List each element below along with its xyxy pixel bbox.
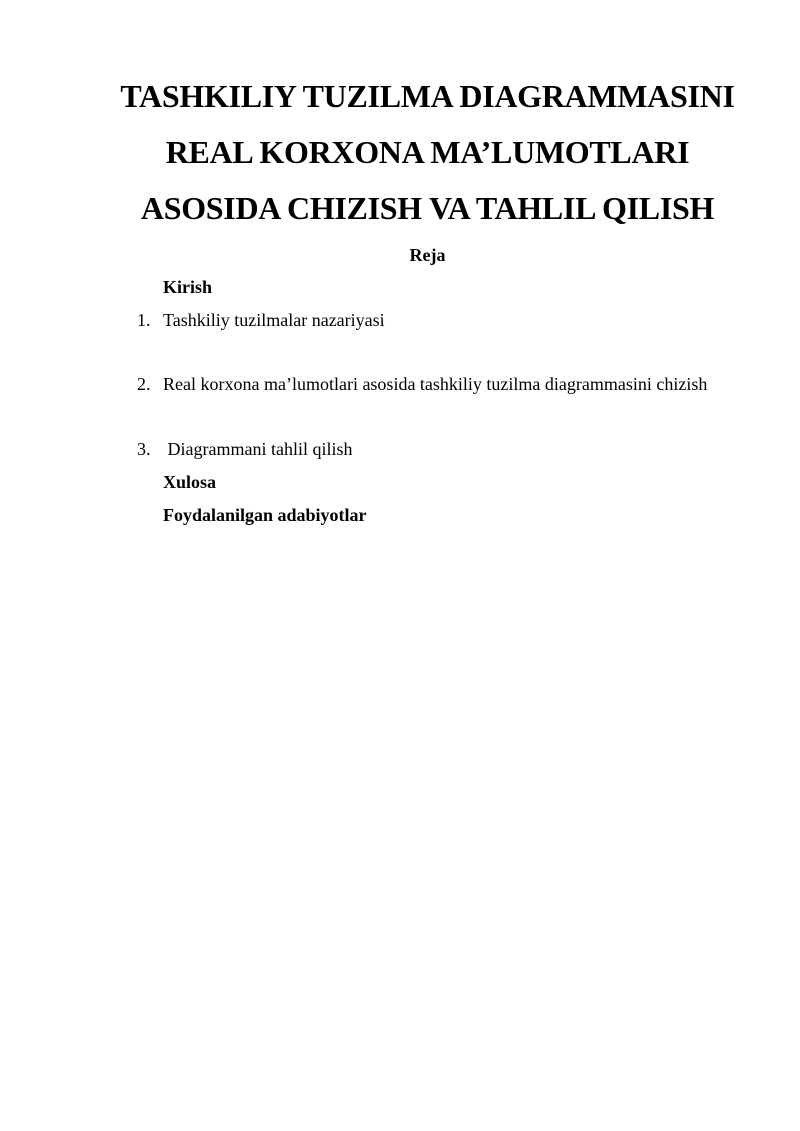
plan-item-number: 2. — [137, 374, 151, 394]
document-title-line-2: REAL KORXONA MA’LUMOTLARI — [165, 134, 690, 170]
plan-item-2 — [137, 372, 707, 396]
plan-item-text: Diagrammani tahlil qilish — [163, 439, 353, 459]
intro-heading: Kirish — [163, 277, 213, 297]
references-heading: Foydalanilgan adabiyotlar — [163, 505, 367, 525]
plan-item-1 — [137, 308, 385, 332]
plan-item-text: Tashkiliy tuzilmalar nazariyasi — [163, 310, 385, 330]
plan-item-number: 3. — [137, 439, 151, 459]
plan-heading: Reja — [409, 245, 446, 265]
plan-item-number: 1. — [137, 310, 151, 330]
conclusion-heading: Xulosa — [163, 472, 217, 492]
plan-item-text: Real korxona ma’lumotlari asosida tashkiliy tuzilma diagrammasini chizish — [163, 374, 708, 394]
document-title-line-3: ASOSIDA CHIZISH VA TAHLIL QILISH — [140, 190, 715, 226]
document-title-line-1: TASHKILIY TUZILMA DIAGRAMMASINI — [120, 78, 735, 114]
plan-item-3 — [137, 437, 352, 461]
